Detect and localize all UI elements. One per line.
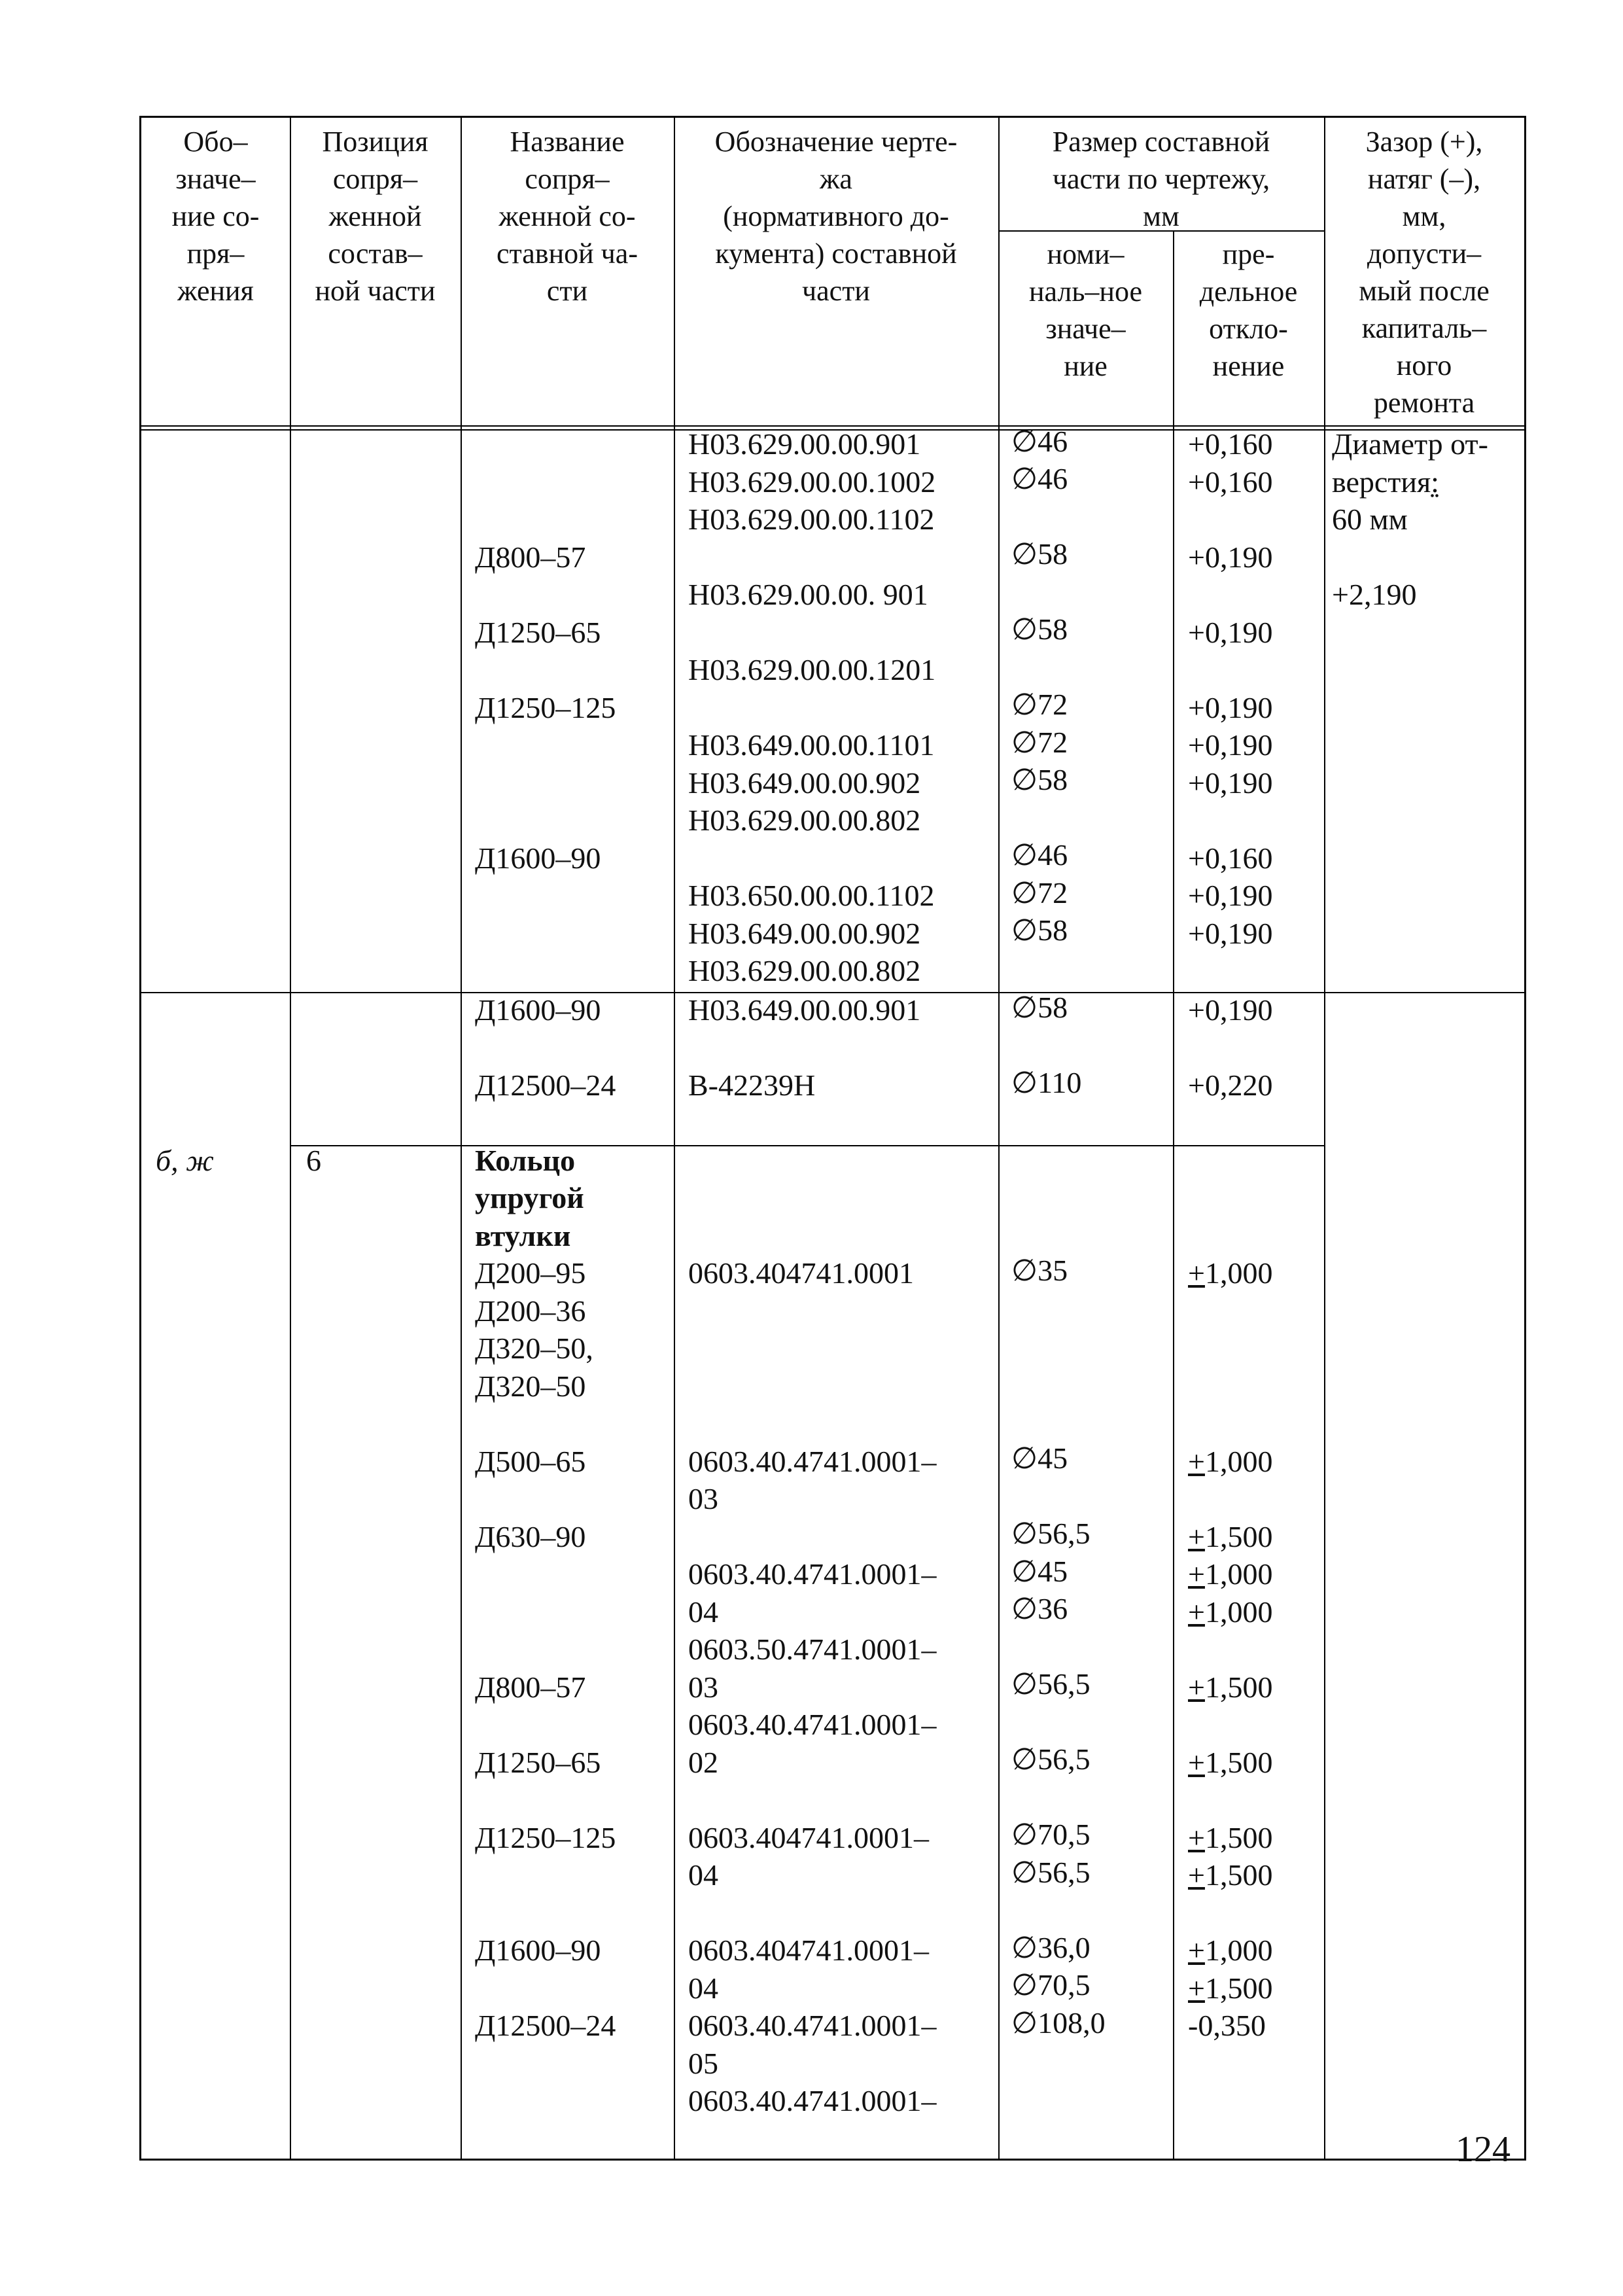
nominal-cell: ∅56,5 xyxy=(1011,1517,1091,1550)
drawing-cell: 04 xyxy=(688,1971,718,2005)
deviation-cell: +0,190 xyxy=(1188,540,1273,574)
deviation-cell: +1,500 xyxy=(1188,1858,1273,1892)
designation-cell: б, ж xyxy=(156,1144,214,1177)
deviation-cell: +0,190 xyxy=(1188,691,1273,724)
drawing-cell: Н03.629.00.00.1002 xyxy=(688,465,936,499)
name-cell: Д1250–65 xyxy=(475,1746,601,1779)
drawing-cell: 02 xyxy=(688,1746,718,1779)
deviation-cell: +1,000 xyxy=(1188,1934,1273,1967)
deviation-cell: +0,220 xyxy=(1188,1069,1273,1102)
drawing-cell: 03 xyxy=(688,1482,718,1515)
header-col-nominal: номи– наль–ное значе– ние xyxy=(1028,238,1143,382)
nominal-cell: ∅45 xyxy=(1011,1441,1068,1475)
deviation-cell: +1,500 xyxy=(1188,1821,1273,1854)
deviation-cell: +1,000 xyxy=(1188,1256,1273,1290)
nominal-cell: ∅35 xyxy=(1011,1254,1068,1287)
deviation-cell: +1,500 xyxy=(1188,1971,1273,2005)
nominal-cell: ∅72 xyxy=(1011,688,1068,721)
name-cell: Д1600–90 xyxy=(475,993,601,1027)
col-divider-3 xyxy=(674,118,675,2159)
nominal-cell: ∅46 xyxy=(1011,838,1068,872)
spec-table xyxy=(139,116,1526,2161)
drawing-cell: 0603.40.4741.0001– xyxy=(688,1445,937,1478)
drawing-cell: 0603.50.4741.0001– xyxy=(688,1633,937,1666)
deviation-cell: +0,160 xyxy=(1188,465,1273,499)
drawing-cell: 0603.40.4741.0001– xyxy=(688,1708,937,1741)
drawing-cell: Н03.629.00.00.802 xyxy=(688,954,921,987)
deviation-cell: +1,000 xyxy=(1188,1557,1273,1591)
deviation-cell: +1,000 xyxy=(1188,1595,1273,1629)
col-divider-4 xyxy=(998,118,1000,2159)
drawing-cell: 03 xyxy=(688,1670,718,1704)
name-cell: Д320–50, xyxy=(475,1332,593,1365)
name-cell: Д1250–125 xyxy=(475,1821,616,1854)
name-cell: Д12500–24 xyxy=(475,2009,616,2042)
drawing-cell: Н03.629.00.00. 901 xyxy=(688,578,928,611)
name-cell: Д1250–125 xyxy=(475,691,616,724)
drawing-cell: 0603.404741.0001– xyxy=(688,1821,929,1854)
header-col-name: Название сопря– женной со- ставной ча- сти xyxy=(496,126,638,307)
drawing-cell: Н03.649.00.00.902 xyxy=(688,766,921,800)
col-divider-1 xyxy=(290,118,291,2159)
nominal-cell: ∅58 xyxy=(1011,913,1068,947)
name-cell: Д1600–90 xyxy=(475,1934,601,1967)
header-col-deviation: пре- дельное откло- нение xyxy=(1199,238,1298,382)
clearance-cell: 60 мм xyxy=(1332,503,1408,536)
deviation-cell: +0,160 xyxy=(1188,427,1273,461)
col-divider-5 xyxy=(1173,230,1174,2159)
drawing-cell: Н03.629.00.00.1102 xyxy=(688,503,935,536)
header-col-designation: Обо– значе– ние со- пря– жения xyxy=(171,126,260,307)
col-divider-6 xyxy=(1324,118,1325,2159)
name-cell: Д800–57 xyxy=(475,540,586,574)
header-col-drawing: Обозначение черте- жа (нормативного до- кумента) составной части xyxy=(714,126,958,307)
deviation-cell: +0,190 xyxy=(1188,993,1273,1027)
part-title: Кольцо xyxy=(475,1144,576,1177)
nominal-cell: ∅56,5 xyxy=(1011,1667,1091,1701)
nominal-cell: ∅58 xyxy=(1011,612,1068,646)
position-cell: 6 xyxy=(306,1144,321,1177)
name-cell: Д12500–24 xyxy=(475,1069,616,1102)
name-cell: Д1250–65 xyxy=(475,616,601,649)
name-cell: Д1600–90 xyxy=(475,841,601,875)
name-cell: Д200–95 xyxy=(475,1256,586,1290)
nominal-cell: ∅46 xyxy=(1011,462,1068,495)
block2-bottom-line xyxy=(290,1145,1324,1146)
drawing-cell: Н03.629.00.00.802 xyxy=(688,804,921,837)
deviation-cell: +0,190 xyxy=(1188,616,1273,649)
deviation-cell: +1,500 xyxy=(1188,1520,1273,1553)
drawing-cell: 0603.40.4741.0001– xyxy=(688,2084,937,2117)
clearance-cell: +2,190 xyxy=(1332,578,1417,611)
deviation-cell: +0,160 xyxy=(1188,841,1273,875)
deviation-cell: +0,190 xyxy=(1188,766,1273,800)
nominal-cell: ∅56,5 xyxy=(1011,1742,1091,1776)
header-col-clearance: Зазор (+), натяг (–), мм, допусти– мый после капиталь– ного ремонта xyxy=(1359,126,1490,419)
nominal-cell: ∅110 xyxy=(1011,1066,1082,1099)
col-divider-2 xyxy=(461,118,462,2159)
nominal-cell: ∅70,5 xyxy=(1011,1968,1091,2002)
drawing-cell: В-42239Н xyxy=(688,1069,816,1102)
drawing-cell: Н03.649.00.00.901 xyxy=(688,993,921,1027)
drawing-cell: 0603.40.4741.0001– xyxy=(688,1557,937,1591)
part-title: втулки xyxy=(475,1219,571,1252)
drawing-cell: Н03.650.00.00.1102 xyxy=(688,879,935,912)
name-cell: Д320–50 xyxy=(475,1369,586,1403)
nominal-cell: ∅58 xyxy=(1011,763,1068,796)
header-col-position: Позиция сопря– женной состав– ной части xyxy=(315,126,436,307)
deviation-cell: +1,500 xyxy=(1188,1670,1273,1704)
deviation-cell: +1,000 xyxy=(1188,1445,1273,1478)
drawing-cell: 0603.40.4741.0001– xyxy=(688,2009,937,2042)
name-cell: Д800–57 xyxy=(475,1670,586,1704)
nominal-cell: ∅36 xyxy=(1011,1592,1068,1625)
nominal-cell: ∅58 xyxy=(1011,991,1068,1024)
page-number: 124 xyxy=(1456,2129,1510,2170)
deviation-cell: +0,190 xyxy=(1188,728,1273,762)
deviation-cell: +1,500 xyxy=(1188,1746,1273,1779)
nominal-cell: ∅72 xyxy=(1011,726,1068,759)
drawing-cell: Н03.629.00.00.901 xyxy=(688,427,921,461)
drawing-cell: 04 xyxy=(688,1858,718,1892)
nominal-cell: ∅45 xyxy=(1011,1555,1068,1588)
drawing-cell: Н03.649.00.00.1101 xyxy=(688,728,935,762)
nominal-cell: ∅46 xyxy=(1011,425,1068,458)
deviation-cell: +0,190 xyxy=(1188,917,1273,950)
drawing-cell: 0603.404741.0001 xyxy=(688,1256,914,1290)
drawing-cell: Н03.629.00.00.1201 xyxy=(688,653,936,686)
nominal-cell: ∅72 xyxy=(1011,876,1068,910)
name-cell: Д200–36 xyxy=(475,1294,586,1328)
drawing-cell: 05 xyxy=(688,2047,718,2080)
drawing-cell: 0603.404741.0001– xyxy=(688,1934,929,1967)
nominal-cell: ∅56,5 xyxy=(1011,1856,1091,1889)
nominal-cell: ∅58 xyxy=(1011,537,1068,571)
name-cell: Д500–65 xyxy=(475,1445,586,1478)
nominal-cell: ∅70,5 xyxy=(1011,1818,1091,1851)
drawing-cell: 04 xyxy=(688,1595,718,1629)
deviation-cell: +0,190 xyxy=(1188,879,1273,912)
nominal-cell: ∅36,0 xyxy=(1011,1931,1091,1964)
drawing-cell: Н03.649.00.00.902 xyxy=(688,917,921,950)
name-cell: Д630–90 xyxy=(475,1520,586,1553)
clearance-cell: верстия: xyxy=(1332,465,1439,499)
deviation-cell: -0,350 xyxy=(1188,2009,1266,2042)
header-col-size: Размер составной части по чертежу, мм xyxy=(1052,126,1270,232)
clearance-cell: Диаметр от- xyxy=(1332,427,1488,461)
nominal-cell: ∅108,0 xyxy=(1011,2006,1106,2040)
part-title: упругой xyxy=(475,1181,584,1214)
